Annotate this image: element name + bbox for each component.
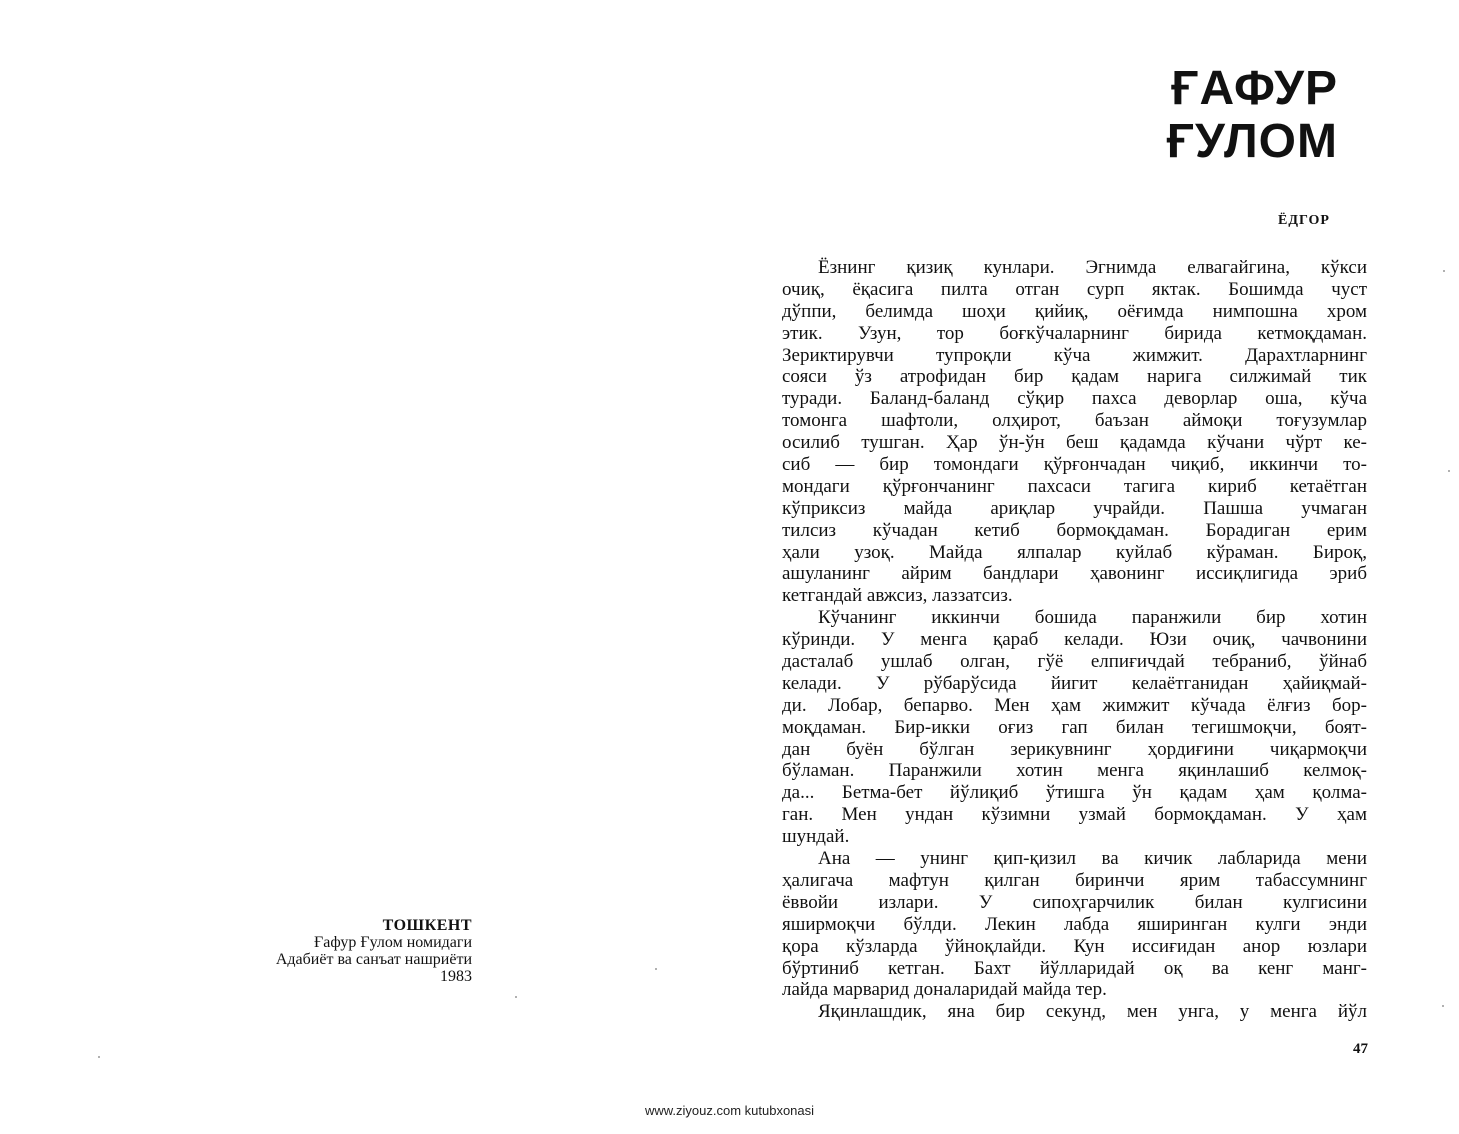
- text-line: лайда марварид доналаридай майда тер.: [782, 979, 1107, 1001]
- imprint-publisher-line1: Ғафур Ғулом номидаги: [314, 934, 472, 951]
- scan-speck: [98, 1056, 100, 1058]
- text-line: тилсиз кўчадан кетиб бормоқдаман. Борадиган ерим: [782, 519, 1367, 541]
- text-line: томонга шафтоли, олҳирот, баъзан аймоқи тоғузумлар: [782, 410, 1367, 432]
- imprint-year: 1983: [440, 968, 472, 985]
- text-line: ди. Лобар, бепарво. Мен ҳам жимжит кўчада ёлғиз бор-: [782, 694, 1367, 716]
- text-line: очиқ, ёқасига пилта отган сурп яктак. Бошимда чуст: [782, 278, 1367, 300]
- text-line: Ёзнинг қизиқ кунлари. Эгнимда елвагайгина, кўкси: [818, 257, 1367, 278]
- text-line: этик. Узун, тор боғкўчаларнинг бирида кетмоқдаман.: [782, 322, 1367, 344]
- text-line: Кўчанинг иккинчи бошида паранжили бир хотин: [818, 607, 1367, 629]
- text-line: дўппи, белимда шоҳи қийиқ, оёғимда нимпошна хром: [782, 300, 1367, 322]
- page-number: 47: [1353, 1041, 1368, 1057]
- text-line: дасталаб ушлаб олган, гўё елпиғичдай тебраниб, ўйнаб: [782, 651, 1367, 673]
- publisher-imprint: [150, 917, 472, 985]
- text-line: осилиб тушган. Ҳар ўн-ўн беш қадамда кўчани чўрт ке-: [782, 432, 1367, 454]
- text-line: да... Бетма-бет йўлиқиб ўтишга ўн қадам ҳам қолма-: [782, 782, 1367, 804]
- scan-speck: [655, 968, 657, 970]
- scan-speck: [1448, 470, 1450, 472]
- text-line: кетгандай авжсиз, лаззатсиз.: [782, 585, 1013, 607]
- text-line: Яқинлашдик, яна бир секунд, мен унга, у менга йўл: [818, 1001, 1367, 1023]
- text-line: келади. У рўбарўсида йигит келаётганидан ҳайиқмай-: [782, 672, 1367, 694]
- story-paragraph: [782, 607, 1367, 848]
- text-line: сояси ўз атрофидан бир қадам нарига силжимай тик: [782, 366, 1367, 388]
- story-paragraph: [782, 848, 1367, 1001]
- imprint-city: ТОШКЕНТ: [382, 917, 472, 934]
- text-line: ҳали узоқ. Майда ялпалар куйлаб кўраман. Бироқ,: [782, 541, 1367, 563]
- author-name-line2: ҒУЛОМ: [1166, 115, 1338, 168]
- imprint-publisher-line2: Адабиёт ва санъат нашриёти: [275, 951, 472, 968]
- text-line: кўринди. У менга қараб келади. Юзи очиқ, чачвонини: [782, 629, 1367, 651]
- text-line: яширмоқчи бўлди. Лекин лабда яширинган кулги энди: [782, 913, 1367, 935]
- text-line: ёввойи излари. У сипоҳгарчилик билан кулгисини: [782, 891, 1367, 913]
- story-body: [782, 257, 1367, 1023]
- story-title: ЁДГОР: [1278, 213, 1330, 228]
- text-line: ҳалигача мафтун қилган биринчи ярим табассумнинг: [782, 869, 1367, 891]
- footer-watermark: www.ziyouz.com kutubxonasi: [644, 1103, 815, 1118]
- text-line: дан буён бўлган зерикувнинг ҳордиғини чиқармоқчи: [782, 738, 1367, 760]
- text-line: ган. Мен ундан кўзимни узмай бормоқдаман. У ҳам: [782, 804, 1367, 826]
- text-line: моқдаман. Бир-икки оғиз гап билан тегишмоқчи, боят-: [782, 716, 1367, 738]
- author-name: [1130, 62, 1338, 168]
- scan-speck: [1442, 1005, 1444, 1007]
- text-line: ашуланинг айрим бандлари ҳавонинг иссиқлигида эриб: [782, 563, 1367, 585]
- scan-speck: [1443, 270, 1445, 272]
- text-line: мондаги қўрғончанинг пахсаси тагига кириб кетаётган: [782, 475, 1367, 497]
- text-line: сиб — бир томондаги қўрғончадан чиқиб, иккинчи то-: [782, 454, 1367, 476]
- author-name-line1: ҒАФУР: [1171, 62, 1338, 115]
- text-line: Зериктирувчи тупроқли кўча жимжит. Дарахтларнинг: [782, 344, 1367, 366]
- story-paragraph: [782, 1001, 1367, 1023]
- text-line: бўламан. Паранжили хотин менга яқинлашиб келмоқ-: [782, 760, 1367, 782]
- story-paragraph: [782, 257, 1367, 607]
- text-line: бўртиниб кетган. Бахт йўлларидай оқ ва кенг манг-: [782, 957, 1367, 979]
- scan-speck: [515, 996, 517, 998]
- text-line: туради. Баланд-баланд сўқир пахса деворлар оша, кўча: [782, 388, 1367, 410]
- text-line: қора кўзларда ўйноқлайди. Кун иссиғидан анор юзлари: [782, 935, 1367, 957]
- text-line: Ана — унинг қип-қизил ва кичик лабларида мени: [818, 848, 1367, 870]
- text-line: кўприксиз майда ариқлар учрайди. Пашша учмаган: [782, 497, 1367, 519]
- text-line: шундай.: [782, 826, 850, 848]
- right-page: [730, 0, 1459, 1134]
